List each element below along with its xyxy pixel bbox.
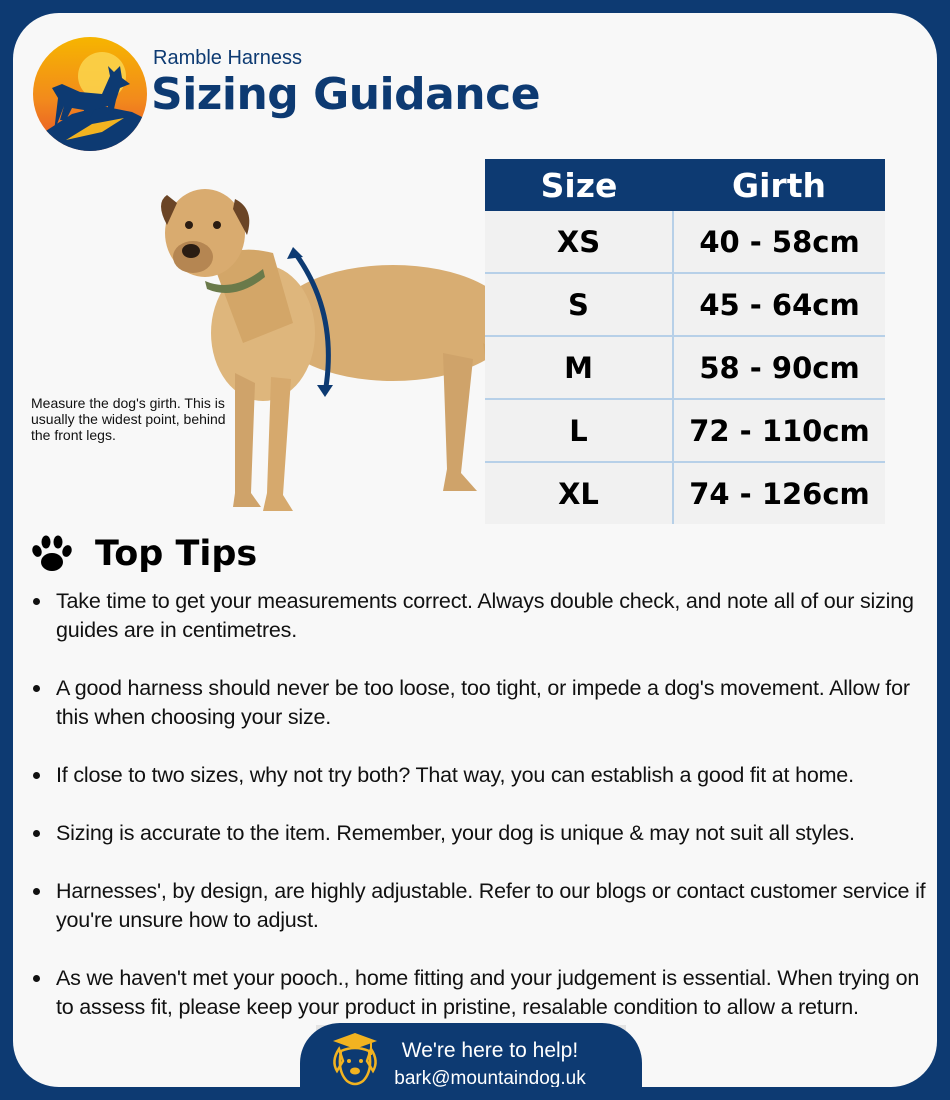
page-title: Sizing Guidance (151, 69, 541, 120)
table-row (485, 273, 885, 336)
size-table (485, 159, 885, 524)
list-item: Sizing is accurate to the item. Remember, your dog is unique & may not suit all styles. (33, 819, 933, 848)
list-item: Take time to get your measurements correct. Always double check, and note all of our sizing guides are in centimetres. (33, 587, 933, 645)
table-row (485, 336, 885, 399)
girth-column-header: Girth (673, 159, 885, 211)
measure-note: Measure the dog's girth. This is usually the widest point, behind the front legs. (31, 395, 226, 443)
help-badge (300, 1023, 642, 1087)
paw-icon (31, 533, 73, 575)
tips-title: Top Tips (95, 534, 258, 574)
table-row (485, 211, 885, 273)
mountain-dog-logo (32, 36, 148, 152)
girth-cell: 72 - 110cm (673, 399, 885, 462)
size-cell: L (485, 399, 673, 462)
size-cell: S (485, 273, 673, 336)
size-cell: XS (485, 211, 673, 273)
table-row (485, 399, 885, 462)
table-row (485, 462, 885, 524)
sizing-card (13, 13, 937, 1087)
tips-list (33, 587, 933, 1051)
help-message: We're here to help! (401, 1039, 579, 1062)
size-column-header: Size (485, 159, 673, 211)
contact-email[interactable]: bark@mountaindog.uk (394, 1068, 586, 1087)
girth-cell: 45 - 64cm (673, 273, 885, 336)
brand-name: Ramble Harness (153, 47, 302, 69)
size-cell: XL (485, 462, 673, 524)
girth-cell: 40 - 58cm (699, 224, 860, 259)
list-item: A good harness should never be too loose, too tight, or impede a dog's movement. Allow for this when choosing your size. (33, 674, 933, 732)
tips-header (31, 529, 257, 579)
size-cell: M (485, 336, 673, 399)
girth-cell: 58 - 90cm (673, 336, 885, 399)
help-text (390, 1037, 590, 1087)
graduate-dog-icon (327, 1031, 383, 1087)
girth-cell: 74 - 126cm (673, 462, 885, 524)
list-item: As we haven't met your pooch., home fitting and your judgement is essential. When trying on to assess fit, please keep your product in pristine, resalable condition to allow a return. (33, 964, 933, 1022)
list-item: If close to two sizes, why not try both? That way, you can establish a good fit at home. (33, 761, 933, 790)
list-item: Harnesses', by design, are highly adjustable. Refer to our blogs or contact customer service if you're unsure how to adjust. (33, 877, 933, 935)
